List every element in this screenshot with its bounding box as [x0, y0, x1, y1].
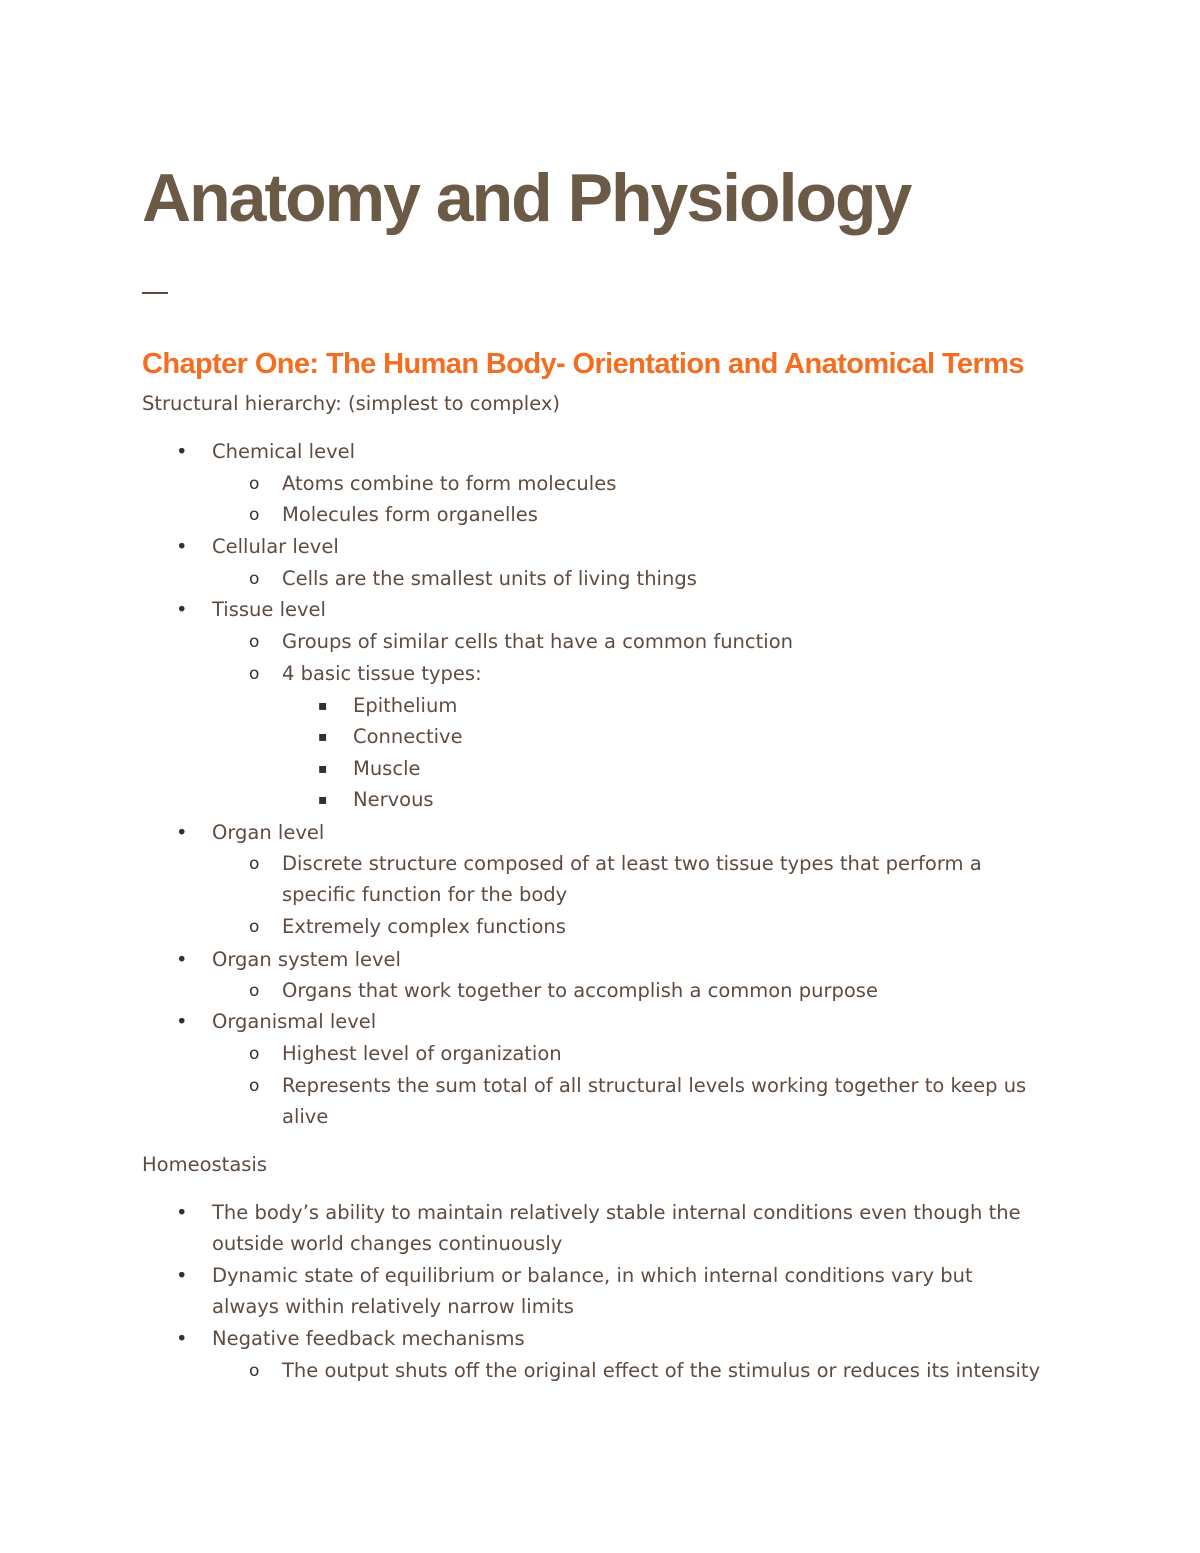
list-item: Extremely complex functions [282, 915, 566, 938]
bullet-icon: • [176, 1010, 188, 1033]
list-item: Nervous [353, 788, 434, 811]
list-item: Connective [353, 725, 463, 748]
square-bullet-icon: ▪ [318, 729, 328, 745]
list-item-organ-system: Organ system level [212, 948, 401, 971]
list-item: Cells are the smallest units of living things [282, 567, 697, 590]
bullet-icon: • [176, 821, 188, 844]
sub-bullet-icon: o [249, 1076, 260, 1096]
sub-bullet-icon: o [249, 854, 260, 874]
bullet-icon: • [176, 598, 188, 621]
list-item: Molecules form organelles [282, 503, 538, 526]
list-item: Groups of similar cells that have a common function [282, 630, 793, 653]
structural-intro: Structural hierarchy: (simplest to complex) [142, 392, 561, 415]
sub-bullet-icon: o [249, 474, 260, 494]
list-item-continuation: specific function for the body [282, 883, 568, 906]
bullet-icon: • [176, 1201, 188, 1224]
list-item-tissue: Tissue level [212, 598, 326, 621]
sub-bullet-icon: o [249, 505, 260, 525]
list-item: Represents the sum total of all structural levels working together to keep us [282, 1074, 1027, 1097]
list-item: The output shuts off the original effect of the stimulus or reduces its intensity [282, 1359, 1041, 1382]
square-bullet-icon: ▪ [318, 698, 328, 714]
list-item: Dynamic state of equilibrium or balance, in which internal conditions vary but [212, 1264, 973, 1287]
bullet-icon: • [176, 440, 188, 463]
sub-bullet-icon: o [249, 664, 260, 684]
square-bullet-icon: ▪ [318, 761, 328, 777]
sub-bullet-icon: o [249, 981, 260, 1001]
bullet-icon: • [176, 948, 188, 971]
sub-bullet-icon: o [249, 1044, 260, 1064]
square-bullet-icon: ▪ [318, 792, 328, 808]
list-item: Highest level of organization [282, 1042, 562, 1065]
bullet-icon: • [176, 535, 188, 558]
list-item: Atoms combine to form molecules [282, 472, 617, 495]
sub-bullet-icon: o [249, 632, 260, 652]
chapter-heading: Chapter One: The Human Body- Orientation and Anatomical Terms [142, 348, 1024, 380]
list-item-chemical: Chemical level [212, 440, 356, 463]
list-item: Negative feedback mechanisms [212, 1327, 525, 1350]
list-item: Muscle [353, 757, 421, 780]
document-title: Anatomy and Physiology [142, 160, 911, 236]
list-item: 4 basic tissue types: [282, 662, 482, 685]
sub-bullet-icon: o [249, 569, 260, 589]
list-item-organismal: Organismal level [212, 1010, 377, 1033]
list-item: Epithelium [353, 694, 458, 717]
list-item-continuation: always within relatively narrow limits [212, 1295, 574, 1318]
list-item: Discrete structure composed of at least two tissue types that perform a [282, 852, 982, 875]
list-item-continuation: outside world changes continuously [212, 1232, 563, 1255]
bullet-icon: • [176, 1264, 188, 1287]
list-item-cellular: Cellular level [212, 535, 339, 558]
section-heading-homeostasis: Homeostasis [142, 1153, 268, 1176]
list-item: Organs that work together to accomplish a common purpose [282, 979, 878, 1002]
title-divider [142, 292, 168, 294]
bullet-icon: • [176, 1327, 188, 1350]
list-item: The body’s ability to maintain relatively stable internal conditions even though the [212, 1201, 1021, 1224]
sub-bullet-icon: o [249, 1361, 260, 1381]
list-item-continuation: alive [282, 1105, 329, 1128]
sub-bullet-icon: o [249, 917, 260, 937]
list-item-organ: Organ level [212, 821, 325, 844]
